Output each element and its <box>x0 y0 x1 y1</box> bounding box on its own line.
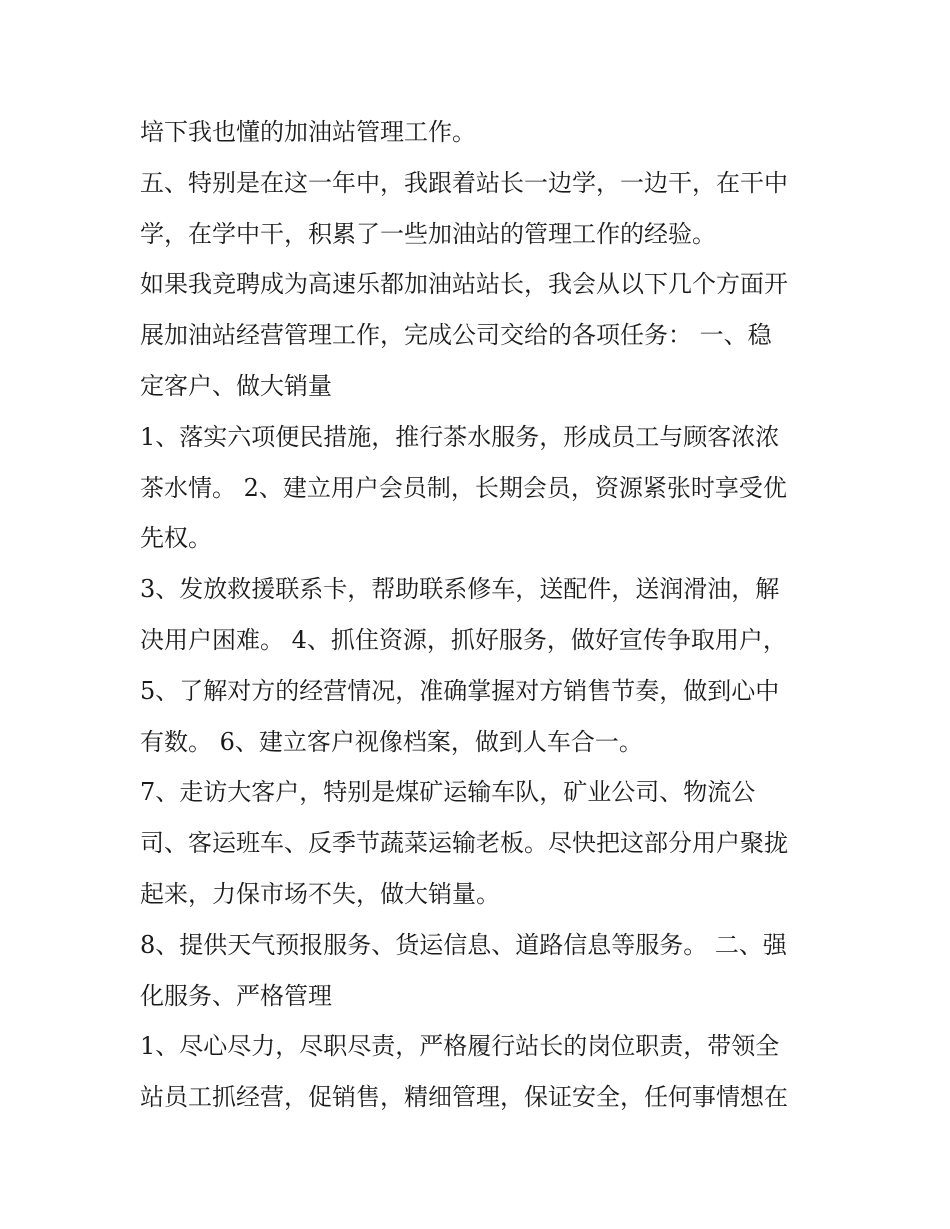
text-line: 起来，力保市场不失，做大销量。 <box>140 879 500 908</box>
text-line: 8、提供天气预报服务、货运信息、道路信息等服务。 二、强 <box>140 930 787 959</box>
text-line: 先权。 <box>140 524 212 553</box>
text-line: 1、尽心尽力，尽职尽责，严格履行站长的岗位职责，带领全 <box>140 1032 780 1061</box>
text-line: 司、客运班车、反季节蔬菜运输老板。尽快把这部分用户聚拢 <box>140 829 788 858</box>
text-line: 有数。 6、建立客户视像档案，做到人车合一。 <box>140 727 643 756</box>
text-line: 7、走访大客户，特别是煤矿运输车队，矿业公司、物流公 <box>140 778 756 807</box>
text-line: 决用户困难。 4、抓住资源，抓好服务，做好宣传争取用户， <box>140 625 787 654</box>
document-body <box>140 107 820 1123</box>
text-line: 学，在学中干，积累了一些加油站的管理工作的经验。 <box>140 219 716 248</box>
text-line: 定客户、做大销量 <box>140 371 332 400</box>
text-line: 茶水情。 2、建立用户会员制，长期会员，资源紧张时享受优 <box>140 473 787 502</box>
text-line: 5、了解对方的经营情况，准确掌握对方销售节奏，做到心中 <box>140 676 780 705</box>
text-line: 站员工抓经营，促销售，精细管理，保证安全，任何事情想在 <box>140 1083 788 1112</box>
text-line: 3、发放救援联系卡，帮助联系修车，送配件，送润滑油，解 <box>140 575 780 604</box>
text-line: 1、落实六项便民措施，推行茶水服务，形成员工与顾客浓浓 <box>140 422 780 451</box>
text-line: 培下我也懂的加油站管理工作。 <box>140 118 476 146</box>
text-line: 五、特别是在这一年中，我跟着站长一边学，一边干，在干中 <box>140 168 788 197</box>
text-line: 展加油站经营管理工作，完成公司交给的各项任务： 一、稳 <box>140 321 772 350</box>
text-line: 如果我竞聘成为高速乐都加油站站长，我会从以下几个方面开 <box>140 270 788 299</box>
text-line: 化服务、严格管理 <box>140 981 332 1010</box>
